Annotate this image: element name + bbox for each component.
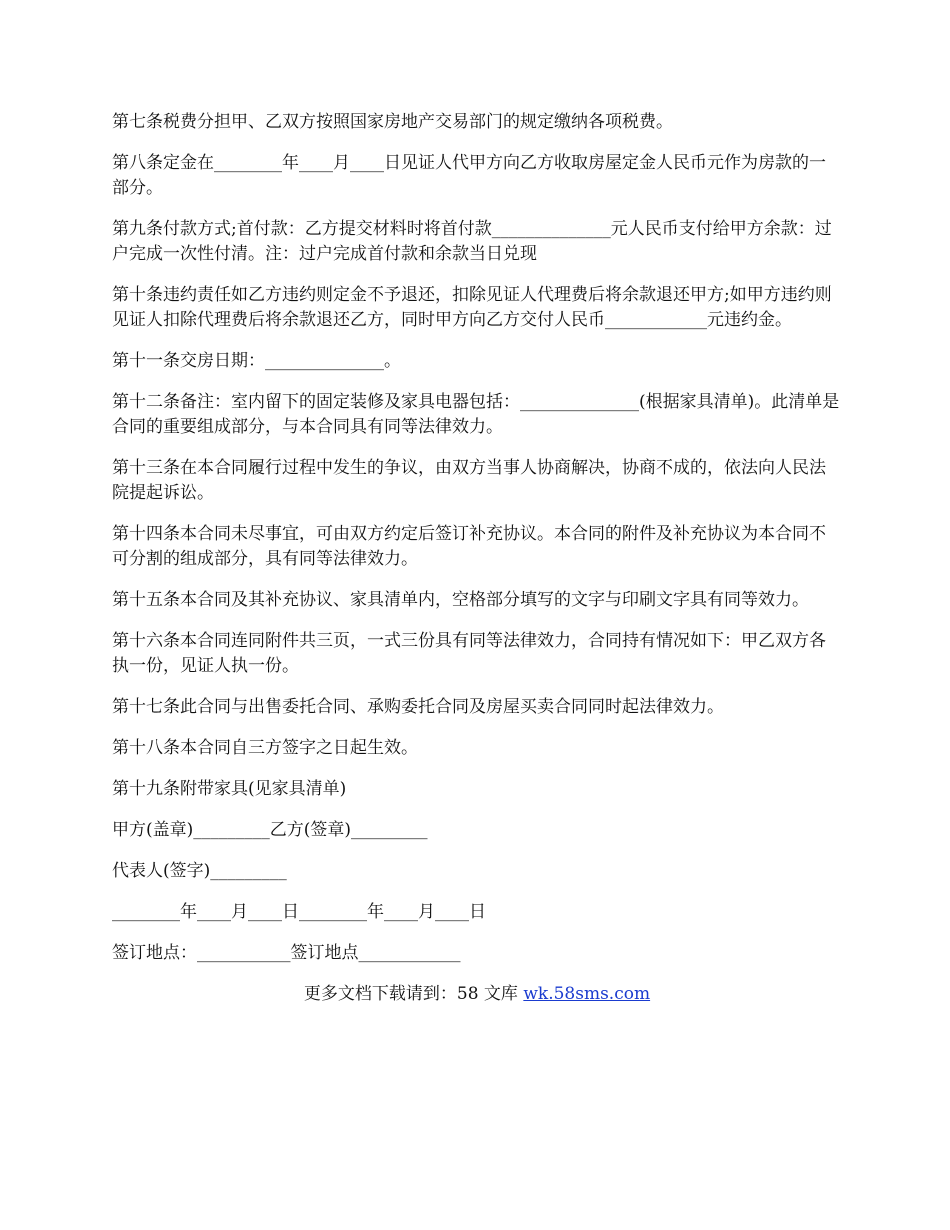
document-page (112, 110, 842, 1007)
clause-9: 第九条付款方式;首付款：乙方提交材料时将首付款______________元人民币支付给甲方余款：过户完成一次性付清。注：过户完成首付款和余款当日兑现 (112, 219, 832, 264)
clause-15: 第十五条本合同及其补充协议、家具清单内，空格部分填写的文字与印刷文字具有同等效力。 (112, 590, 809, 610)
footer (112, 982, 842, 1007)
clause-8: 第八条定金在________年____月____日见证人代甲方向乙方收取房屋定金人民币元作为房款的一部分。 (112, 153, 826, 198)
clause-10: 第十条违约责任如乙方违约则定金不予退还，扣除见证人代理费后将余款退还甲方;如甲方违约则见证人扣除代理费后将余款退还乙方，同时甲方向乙方交付人民币____________元违约金。 (112, 285, 832, 330)
clause-13: 第十三条在本合同履行过程中发生的争议，由双方当事人协商解决，协商不成的，依法向人民法院提起诉讼。 (112, 458, 826, 503)
signature-party-line: 甲方(盖章)_________乙方(签章)_________ (112, 820, 428, 840)
clause-19: 第十九条附带家具(见家具清单) (112, 779, 347, 799)
clause-14: 第十四条本合同未尽事宜，可由双方约定后签订补充协议。本合同的附件及补充协议为本合同不可分割的组成部分，具有同等法律效力。 (112, 524, 826, 569)
signing-location-line: 签订地点：___________签订地点____________ (112, 943, 461, 963)
date-line: ________年____月____日________年____月____日 (112, 902, 486, 922)
footer-link[interactable]: wk.58sms.com (523, 984, 651, 1004)
clause-18: 第十八条本合同自三方签字之日起生效。 (112, 738, 418, 758)
clause-7: 第七条税费分担甲、乙双方按照国家房地产交易部门的规定缴纳各项税费。 (112, 112, 673, 132)
clause-16: 第十六条本合同连同附件共三页，一式三份具有同等法律效力，合同持有情况如下：甲乙双方各执一份，见证人执一份。 (112, 631, 826, 676)
clause-11: 第十一条交房日期：______________。 (112, 351, 401, 371)
footer-text: 更多文档下载请到：58 文库 (303, 984, 524, 1004)
clause-12: 第十二条备注：室内留下的固定装修及家具电器包括：______________(根据家具清单)。此清单是合同的重要组成部分，与本合同具有同等法律效力。 (112, 392, 840, 437)
representative-signature-line: 代表人(签字)_________ (112, 861, 287, 881)
clause-17: 第十七条此合同与出售委托合同、承购委托合同及房屋买卖合同同时起法律效力。 (112, 697, 724, 717)
